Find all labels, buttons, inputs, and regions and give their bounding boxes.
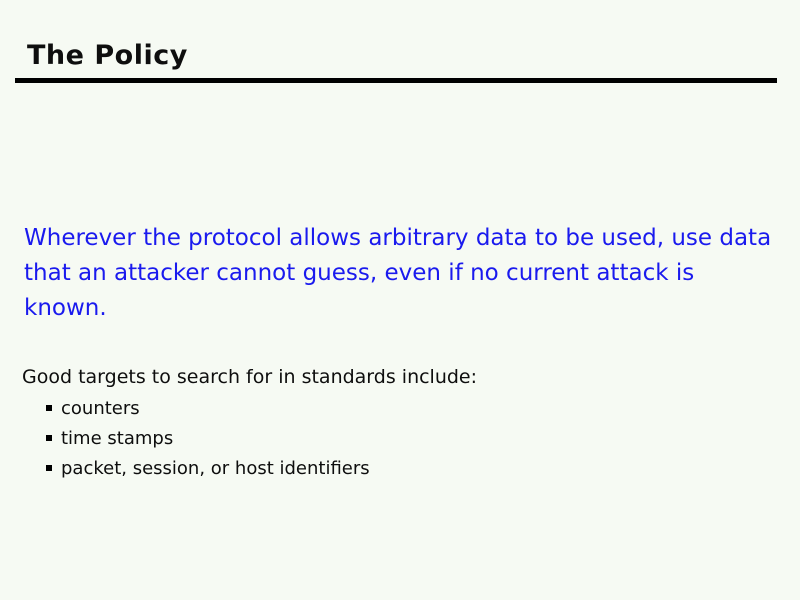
bullet-square-icon	[46, 465, 52, 471]
title-underline-rule	[15, 78, 777, 83]
bullet-square-icon	[46, 405, 52, 411]
list-item	[46, 423, 370, 453]
policy-line-1: Wherever the protocol allows arbitrary data to be used, use data	[24, 225, 772, 251]
policy-line-2: that an attacker cannot guess, even if no current attack is known.	[24, 260, 695, 321]
slide-title: The Policy	[27, 40, 188, 71]
targets-list	[46, 393, 370, 483]
targets-intro: Good targets to search for in standards include:	[22, 366, 478, 388]
bullet-square-icon	[46, 435, 52, 441]
list-item-label: counters	[61, 397, 140, 419]
list-item-label: packet, session, or host identifiers	[61, 457, 370, 479]
policy-statement	[24, 221, 784, 326]
list-item-label: time stamps	[61, 427, 174, 449]
list-item	[46, 453, 370, 483]
list-item	[46, 393, 370, 423]
